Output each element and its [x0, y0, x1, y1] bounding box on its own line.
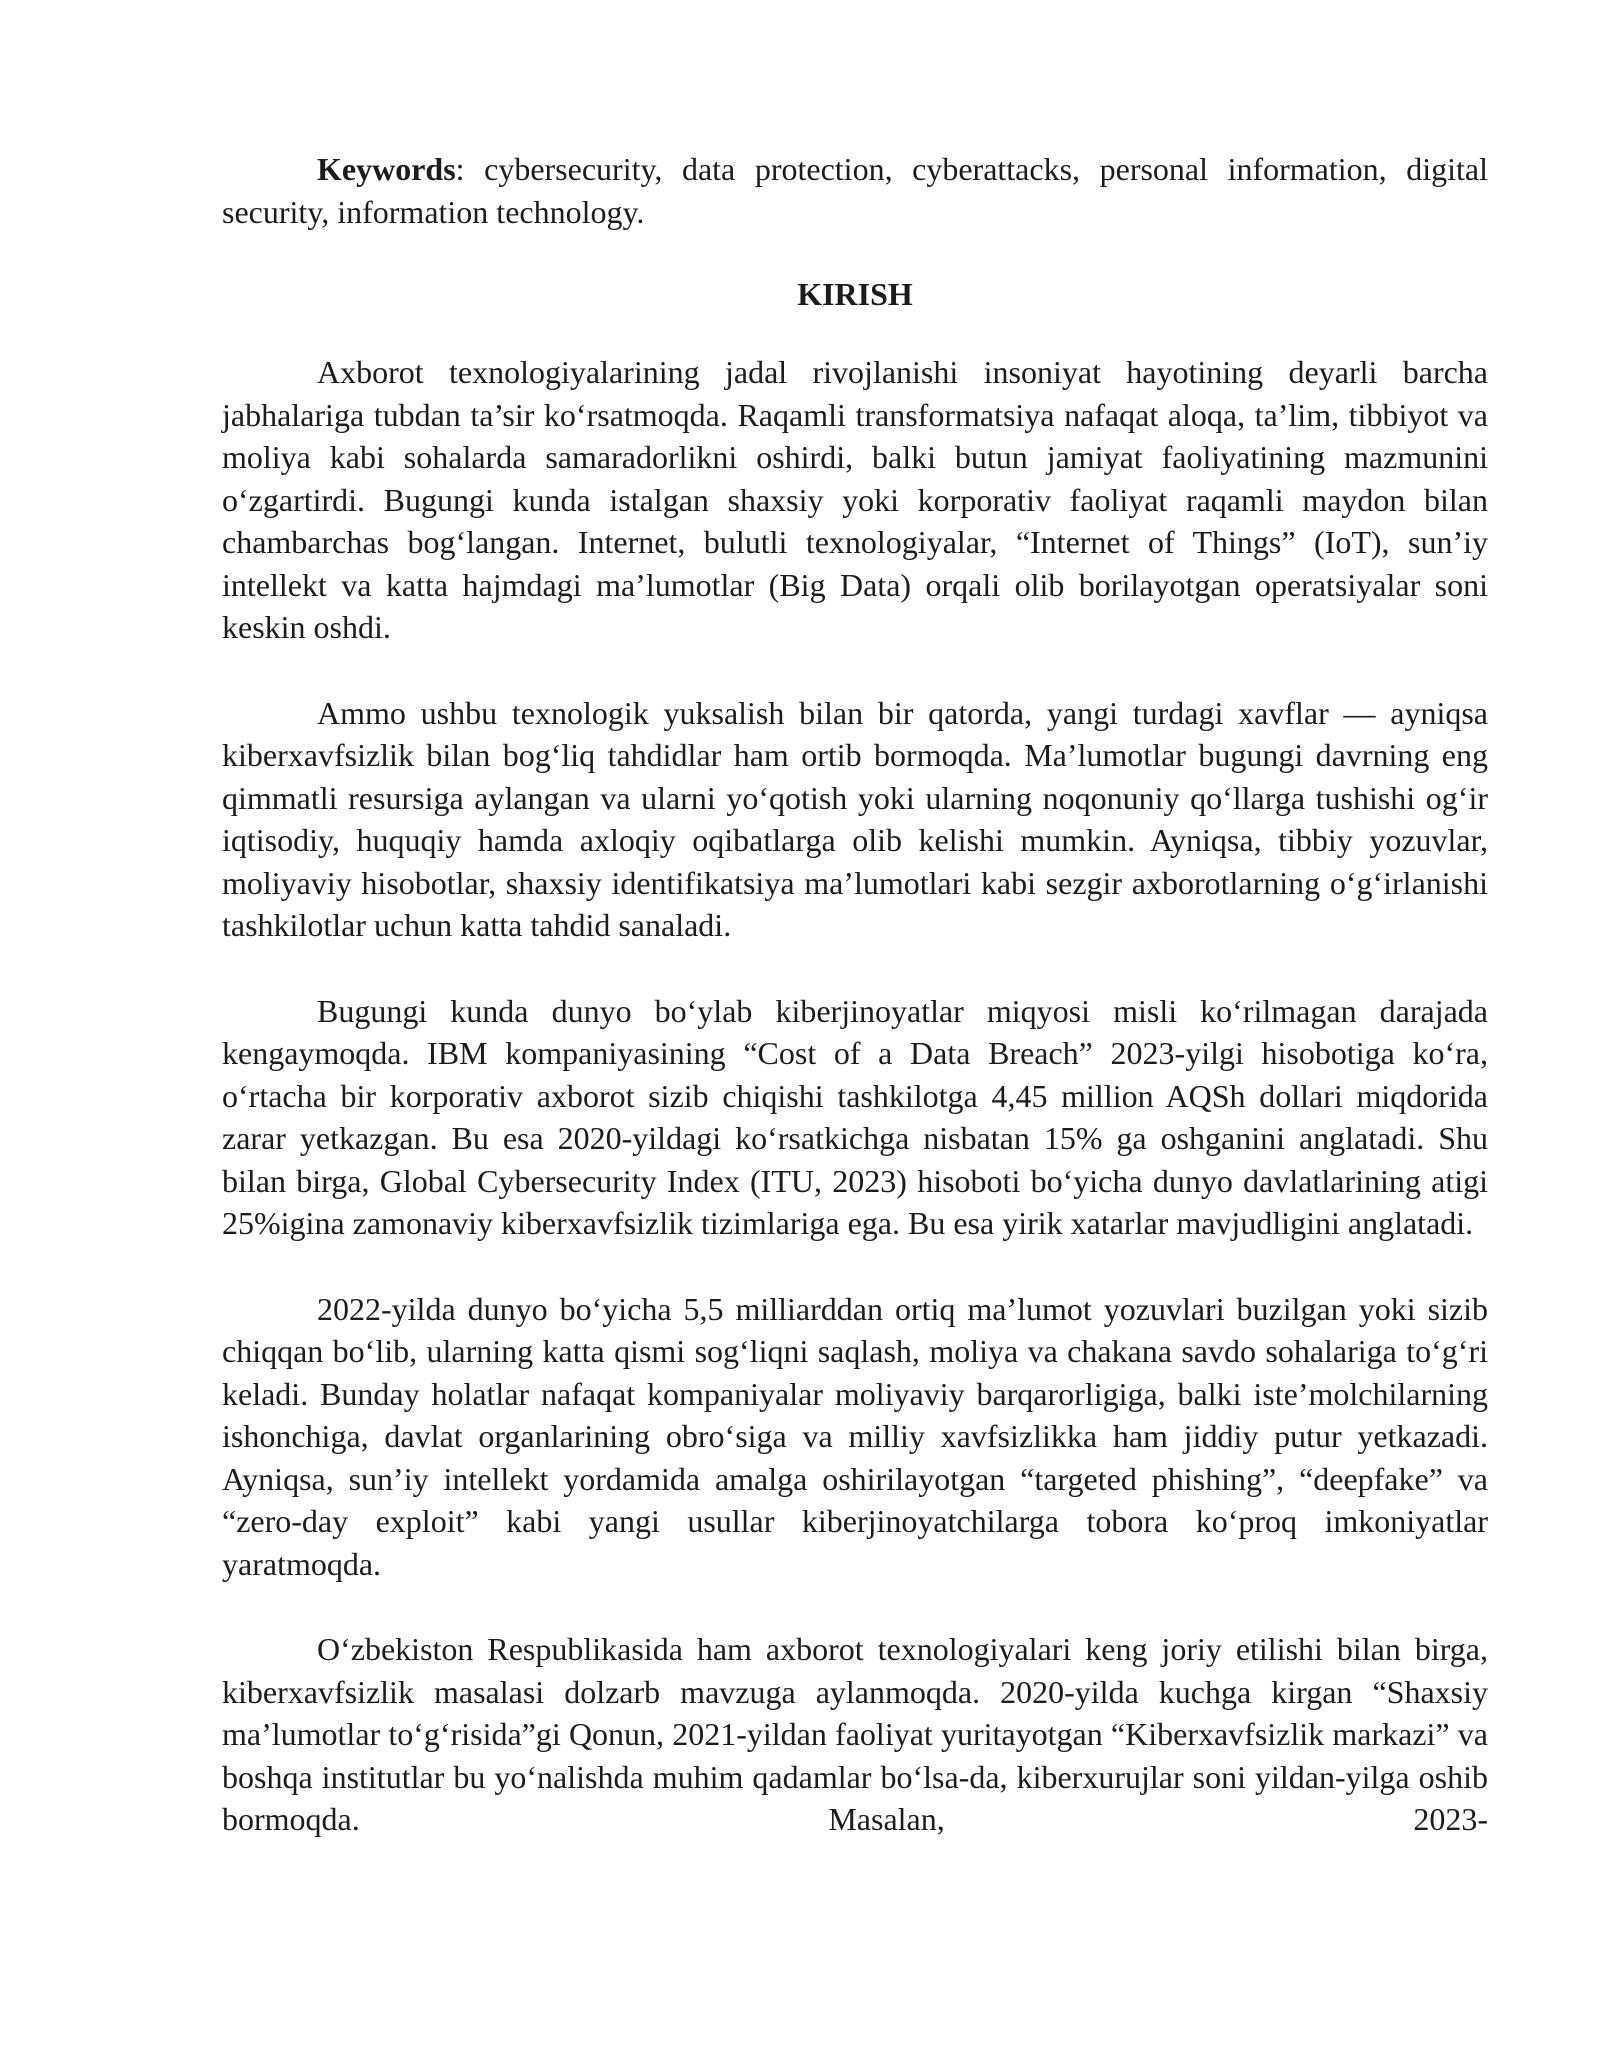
body-paragraph-3: Bugungi kunda dunyo bo‘ylab kiberjinoyatlar miqyosi misli ko‘rilmagan darajada kengaymoqda. IBM kompaniyasining “Cost of a Data Breach” 2023-yilgi hisobotiga ko‘ra, o‘rtacha bir korporativ axborot sizib chiqishi tashkilotga 4,45 million AQSh dollari miqdorida zarar yetkazgan. Bu esa 2020-yildagi ko‘rsatkichga nisbatan 15% ga oshganini anglatadi. Shu bilan birga, Global Cybersecurity Index (ITU, 2023) hisoboti bo‘yicha dunyo davlatlarining atigi 25%igina zamonaviy kiberxavfsizlik tizimlariga ega. Bu esa yirik xatarlar mavjudligini anglatadi. — [222, 992, 1488, 1241]
body-paragraph-4: 2022-yilda dunyo bo‘yicha 5,5 milliarddan ortiq ma’lumot yozuvlari buzilgan yoki sizib chiqqan bo‘lib, ularning katta qismi sog‘liqni saqlash, moliya va chakana savdo sohalariga to‘g‘ri keladi. Bunday holatlar nafaqat kompaniyalar moliyaviy barqarorligiga, balki iste’molchilarning ishonchiga, davlat organlarining obro‘siga va milliy xavfsizlikka ham jiddiy putur yetkazadi. Ayniqsa, sun’iy intellekt yordamida amalga oshirilayotgan “targeted phishing”, “deepfake” va “zero-day exploit” kabi yangi usullar kiberjinoyatchilarga tobora ko‘proq imkoniyatlar yaratmoqda. — [222, 1290, 1488, 1582]
section-heading: KIRISH — [797, 276, 913, 312]
keywords-label: Keywords — [317, 151, 456, 187]
keywords-text: cybersecurity, data protection, cyberattacks, personal information, digital security, information technology. — [222, 151, 1488, 230]
body-paragraph-5: O‘zbekiston Respublikasida ham axborot texnologiyalari keng joriy etilishi bilan birga, kiberxavfsizlik masalasi dolzarb mavzuga aylanmoqda. 2020-yilda kuchga kirgan “Shaxsiy ma’lumotlar to‘g‘risida”gi Qonun, 2021-yildan faoliyat yuritayotgan “Kiberxavfsizlik markazi” va boshqa institutlar bu yo‘nalishda muhim qadamlar bo‘lsa-da, kiberxurujlar soni yildan-yilga oshib bormoqda. Masalan, 2023- — [222, 1631, 1488, 1837]
body-paragraph-2: Ammo ushbu texnologik yuksalish bilan bir qatorda, yangi turdagi xavflar — ayniqsa kiberxavfsizlik bilan bog‘liq tahdidlar ham ortib bormoqda. Ma’lumotlar bugungi davrning eng qimmatli resursiga aylangan va ularni yo‘qotish yoki ularning noqonuniy qo‘llarga tushishi og‘ir iqtisodiy, huquqiy hamda axloqiy oqibatlarga olib kelishi mumkin. Ayniqsa, tibbiy yozuvlar, moliyaviy hisobotlar, shaxsiy identifikatsiya ma’lumotlari kabi sezgir axborotlarning o‘g‘irlanishi tashkilotlar uchun katta tahdid sanaladi. — [222, 694, 1488, 943]
body-paragraph-1: Axborot texnologiyalarining jadal rivojlanishi insoniyat hayotining deyarli barcha jabhalariga tubdan ta’sir ko‘rsatmoqda. Raqamli transformatsiya nafaqat aloqa, ta’lim, tibbiyot va moliya kabi sohalarda samaradorlikni oshirdi, balki butun jamiyat faoliyatining mazmunini o‘zgartirdi. Bugungi kunda istalgan shaxsiy yoki korporativ faoliyat raqamli maydon bilan chambarchas bog‘langan. Internet, bulutli texnologiyalar, “Internet of Things” (IoT), sun’iy intellekt va katta hajmdagi ma’lumotlar (Big Data) orqali olib borilayotgan operatsiyalar soni keskin oshdi. — [222, 354, 1488, 645]
keywords-paragraph — [222, 148, 1488, 233]
document-page — [222, 148, 1488, 1841]
keywords-separator: : — [455, 151, 465, 187]
